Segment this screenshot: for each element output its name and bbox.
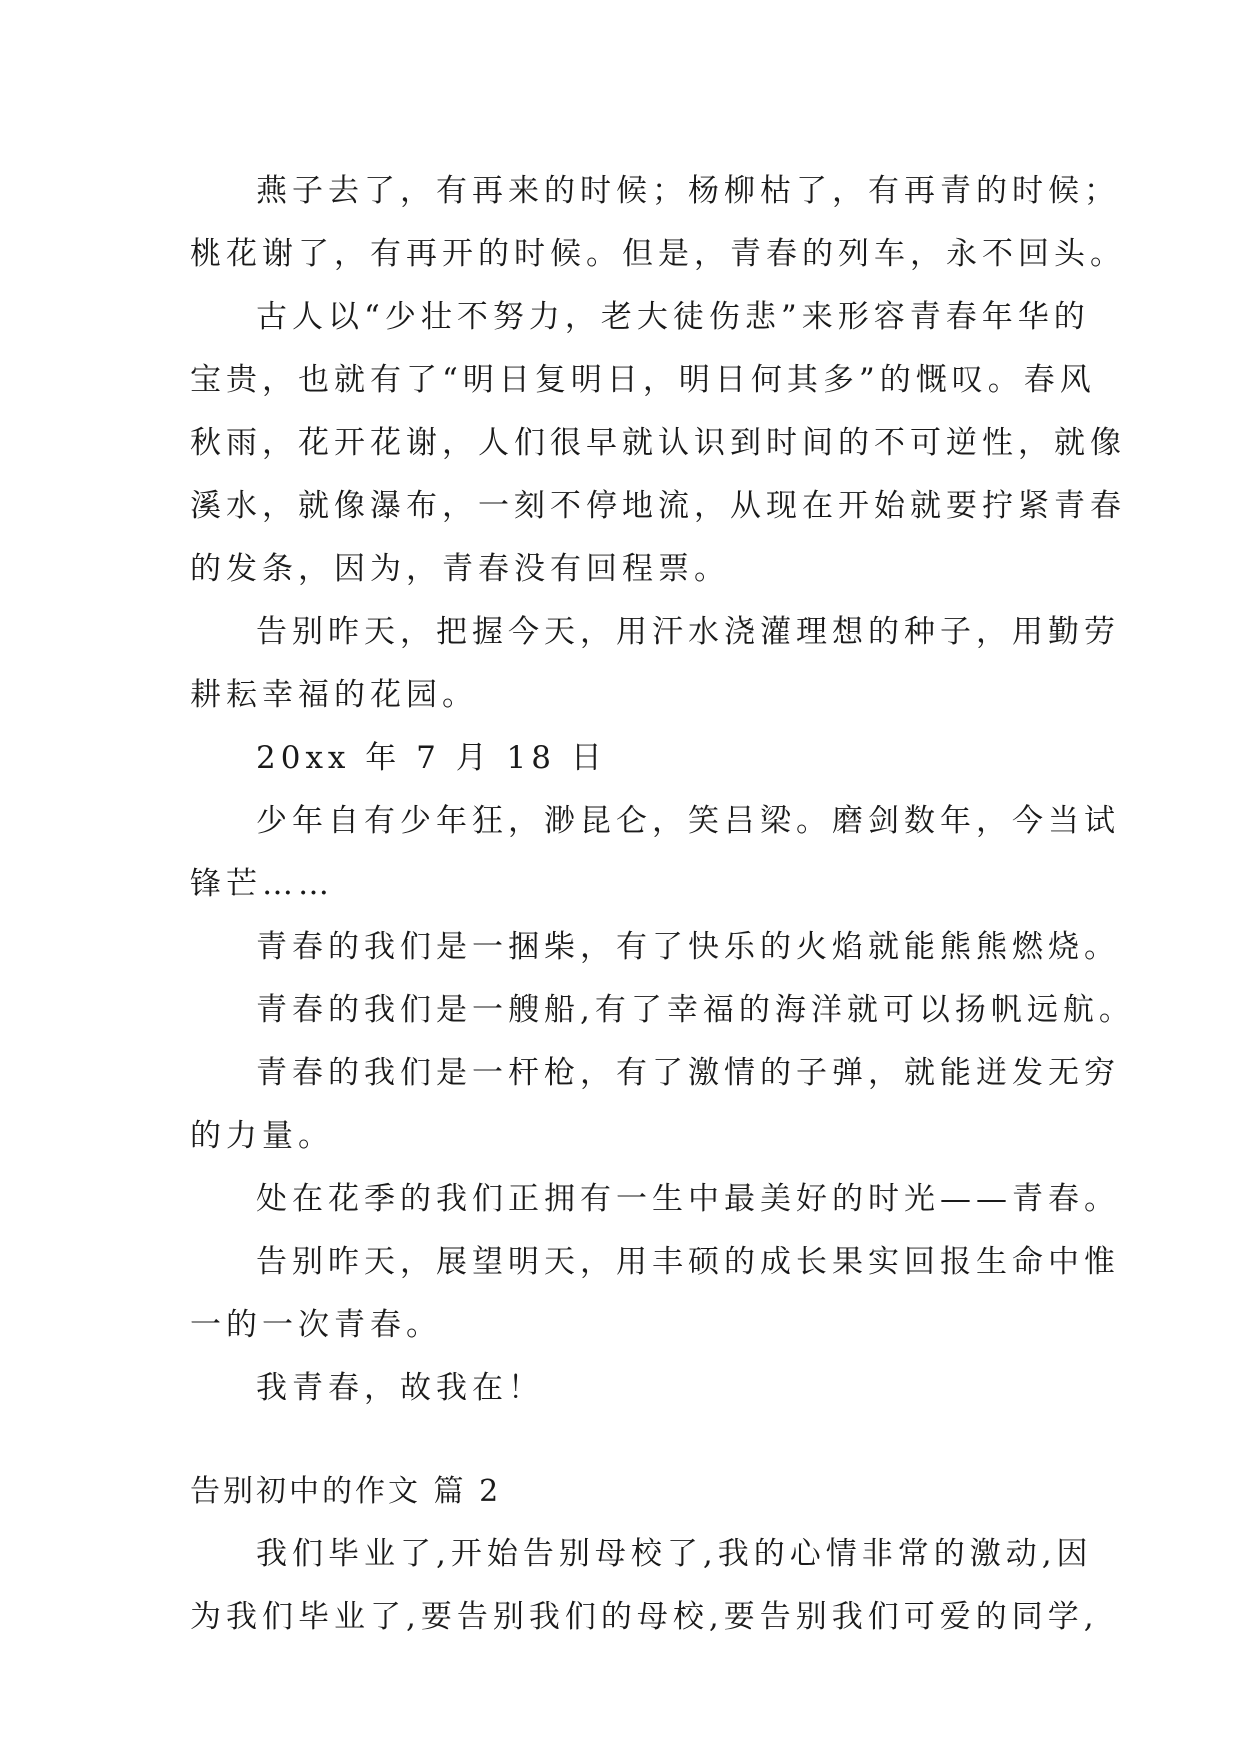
- text-line: 一的一次青春。: [190, 1307, 442, 1343]
- text-line: 我青春，故我在！: [256, 1370, 544, 1406]
- text-line: 锋芒……: [190, 866, 334, 902]
- text-line: 的发条，因为，青春没有回程票。: [190, 551, 730, 587]
- text-line: 桃花谢了，有再开的时候。但是，青春的列车，永不回头。: [190, 236, 1126, 272]
- document-body: [190, 160, 1135, 1649]
- text-line: 秋雨，花开花谢，人们很早就认识到时间的不可逆性，就像: [190, 425, 1126, 461]
- text-line: 为我们毕业了,要告别我们的母校,要告别我们可爱的同学,: [190, 1599, 1099, 1635]
- text-line: 燕子去了，有再来的时候；杨柳枯了，有再青的时候；: [256, 173, 1120, 209]
- text-line: 的力量。: [190, 1118, 334, 1154]
- text-line: 古人以“少壮不努力，老大徒伤悲”来形容青春年华的: [256, 299, 1090, 335]
- text-line: 告别昨天，把握今天，用汗水浇灌理想的种子，用勤劳: [256, 614, 1120, 650]
- essay-part-1: [190, 160, 1135, 1420]
- text-line: 告别昨天，展望明天，用丰硕的成长果实回报生命中惟: [256, 1244, 1120, 1280]
- text-line: 少年自有少年狂，渺昆仑，笑吕梁。磨剑数年，今当试: [256, 803, 1120, 839]
- text-line: 我们毕业了,开始告别母校了,我的心情非常的激动,因: [256, 1536, 1093, 1572]
- text-line: 20xx 年 7 月 18 日: [256, 740, 607, 776]
- text-line: 青春的我们是一艘船,有了幸福的海洋就可以扬帆远航。: [256, 992, 1135, 1028]
- text-line: 溪水，就像瀑布，一刻不停地流，从现在开始就要拧紧青春: [190, 488, 1126, 524]
- text-line: 耕耘幸福的花园。: [190, 677, 478, 713]
- section-gap: [190, 1420, 1060, 1460]
- text-line: 处在花季的我们正拥有一生中最美好的时光——青春。: [256, 1181, 1120, 1217]
- section-heading: 告别初中的作文 篇 2: [190, 1474, 502, 1509]
- text-line: 青春的我们是一杆枪，有了激情的子弹，就能迸发无穷: [256, 1055, 1120, 1091]
- text-line: 宝贵，也就有了“明日复明日，明日何其多”的慨叹。春风: [190, 362, 1096, 398]
- essay-part-2: [190, 1523, 1099, 1649]
- text-line: 青春的我们是一捆柴，有了快乐的火焰就能熊熊燃烧。: [256, 929, 1120, 965]
